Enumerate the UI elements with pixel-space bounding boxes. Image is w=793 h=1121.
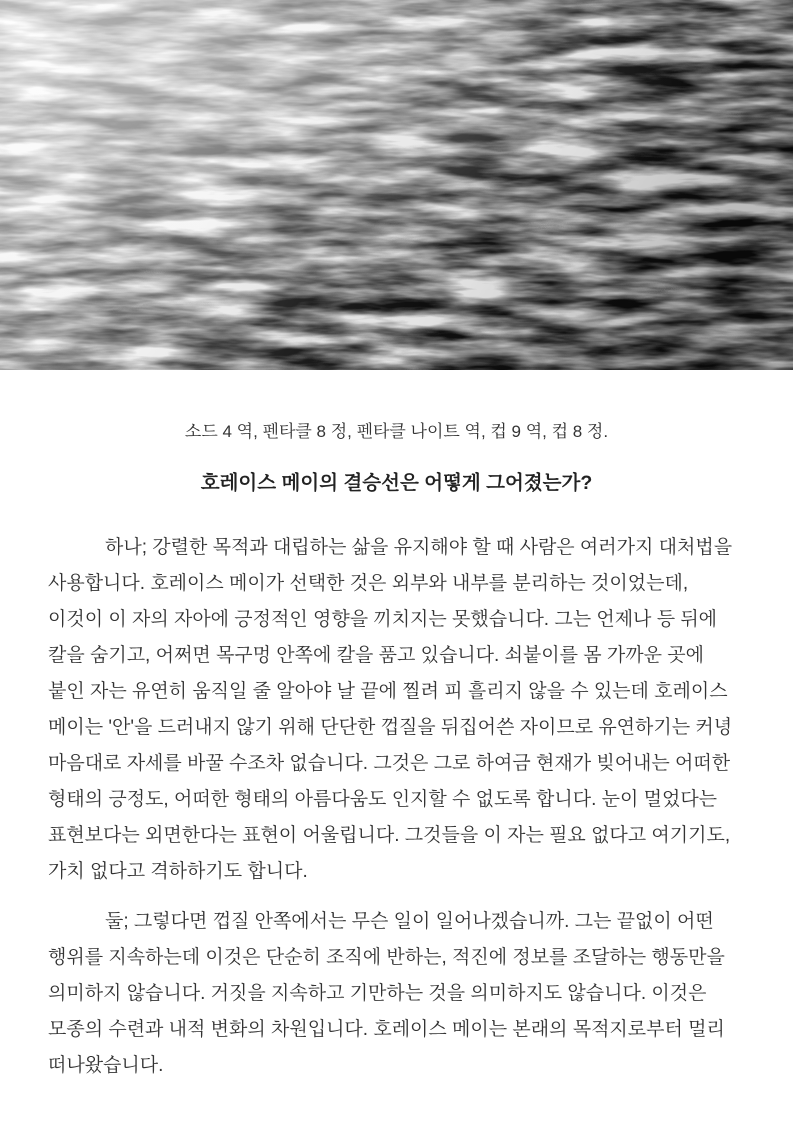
- article-body: [0, 420, 793, 1084]
- paragraph-two: 둘; 그렇다면 껍질 안쪽에서는 무슨 일이 일어나겠습니까. 그는 끝없이 어떤 행위를 지속하는데 이것은 단순히 조직에 반하는, 적진에 정보를 조달하는 행동만을 의미하지 않습니다. 거짓을 지속하고 기만하는 것을 의미하지도 않습니다. 이것은 모종의 수련과 내적 변화의 차원입니다. 호레이스 메이는 본래의 목적지로부터 멀리 떠나왔습니다.: [48, 911, 725, 1076]
- water-ripple-texture: [0, 0, 793, 370]
- article-heading: 호레이스 메이의 결승선은 어떻게 그어졌는가?: [200, 472, 593, 494]
- paragraph-one: 하나; 강렬한 목적과 대립하는 삶을 유지해야 할 때 사람은 여러가지 대처법을 사용합니다. 호레이스 메이가 선택한 것은 외부와 내부를 분리하는 것이었는데, 이것이 이 자의 자아에 긍정적인 영향을 끼치지는 못했습니다. 그는 언제나 등 뒤에 칼을 숨기고, 어쩌면 목구멍 안쪽에 칼을 품고 있습니다. 쇠붙이를 몸 가까운 곳에 붙인 자는 유연히 움직일 줄 알아야 날 끝에 찔려 피 흘리지 않을 수 있는데 호레이스 메이는 '안'을 드러내지 않기 위해 단단한 껍질을 뒤집어쓴 자이므로 유연하기는 커녕 마음대로 자세를 바꿀 수조차 없습니다. 그것은 그로 하여금 현재가 빚어내는 어떠한 형태의 긍정도, 어떠한 형태의 아름다움도 인지할 수 없도록 합니다. 눈이 멀었다는 표현보다는 외면한다는 표현이 어울립니다. 그것들을 이 자는 필요 없다고 여기기도, 가치 없다고 격하하기도 합니다.: [48, 537, 733, 882]
- water-texture-photo: [0, 0, 793, 370]
- tarot-spread-line: 소드 4 역, 펜타클 8 정, 펜타클 나이트 역, 컵 9 역, 컵 8 정.: [184, 422, 609, 441]
